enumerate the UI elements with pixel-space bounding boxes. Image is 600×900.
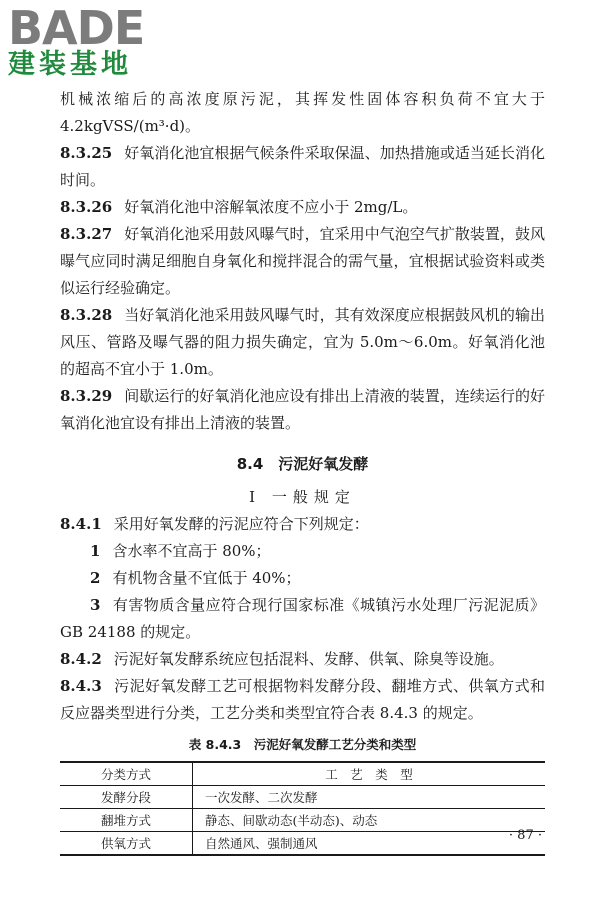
section-title: 8.4 污泥好氧发酵 bbox=[236, 455, 369, 473]
clause-text: 当好氧消化池采用鼓风曝气时，其有效深度应根据鼓风机的输出风压、管路及曝气器的阻力损失确定，宜为 5.0m～6.0m。好氧消化池的超高不宜小于 1.0m。 bbox=[60, 306, 545, 378]
table-row bbox=[60, 786, 545, 809]
paragraph-text: 机械浓缩后的高浓度原污泥，其挥发性固体容积负荷不宜大于4.2kgVSS/(m³·d)。 bbox=[60, 90, 545, 135]
clause-text: 污泥好氧发酵系统应包括混料、发酵、供氧、除臭等设施。 bbox=[113, 650, 504, 668]
clause-8-3-28 bbox=[60, 302, 545, 383]
table-caption: 表 8.4.3 污泥好氧发酵工艺分类和类型 bbox=[188, 737, 417, 752]
clause-number: 8.3.25 bbox=[60, 144, 113, 162]
list-item bbox=[60, 592, 545, 646]
table-cell: 翻堆方式 bbox=[60, 809, 193, 832]
clause-text: 污泥好氧发酵工艺可根据物料发酵分段、翻堆方式、供氧方式和反应器类型进行分类，工艺分类和类型宜符合表 8.4.3 的规定。 bbox=[60, 677, 545, 722]
paragraph-continued bbox=[60, 86, 545, 140]
table-cell: 发酵分段 bbox=[60, 786, 193, 809]
clause-8-3-29 bbox=[60, 383, 545, 437]
list-item bbox=[60, 565, 545, 592]
list-item-text: 有机物含量不宜低于 40%； bbox=[112, 569, 301, 587]
list-item-number: 1 bbox=[90, 542, 101, 560]
table-cell: 供氧方式 bbox=[60, 832, 193, 856]
table-cell: 一次发酵、二次发酵 bbox=[193, 786, 546, 809]
logo-subtitle: 建装基地 bbox=[8, 49, 132, 80]
clause-number: 8.3.29 bbox=[60, 387, 113, 405]
clause-number: 8.3.26 bbox=[60, 198, 113, 216]
clause-number: 8.4.3 bbox=[60, 677, 102, 695]
clause-number: 8.3.27 bbox=[60, 225, 113, 243]
clause-text: 间歇运行的好氧消化池应设有排出上清液的装置，连续运行的好氧消化池宜设有排出上清液的装置。 bbox=[60, 387, 545, 432]
table-cell: 自然通风、强制通风 bbox=[193, 832, 546, 856]
logo-wordmark: BADE bbox=[8, 1, 145, 55]
clause-number: 8.4.1 bbox=[60, 515, 102, 533]
subsection-title: Ⅰ 一般规定 bbox=[249, 488, 356, 506]
clause-8-4-1 bbox=[60, 511, 545, 538]
clause-8-3-26 bbox=[60, 194, 545, 221]
list-item bbox=[60, 538, 545, 565]
clause-8-4-2 bbox=[60, 646, 545, 673]
document-body bbox=[60, 86, 545, 856]
list-item-number: 2 bbox=[90, 569, 101, 587]
clause-8-3-25 bbox=[60, 140, 545, 194]
clause-8-4-3 bbox=[60, 673, 545, 727]
table-header-row bbox=[60, 762, 545, 786]
clause-text: 好氧消化池中溶解氧浓度不应小于 2mg/L。 bbox=[124, 198, 418, 216]
process-classification-table bbox=[60, 761, 545, 856]
clause-text: 采用好氧发酵的污泥应符合下列规定： bbox=[113, 515, 369, 533]
page-number: · 87 · bbox=[508, 828, 542, 843]
table-cell: 静态、间歇动态(半动态)、动态 bbox=[193, 809, 546, 832]
list-item-text: 含水率不宜高于 80%； bbox=[112, 542, 271, 560]
table-row bbox=[60, 809, 545, 832]
table-row bbox=[60, 832, 545, 856]
brand-logo bbox=[8, 1, 178, 84]
clause-8-3-27 bbox=[60, 221, 545, 302]
list-item-number: 3 bbox=[90, 596, 101, 614]
clause-number: 8.4.2 bbox=[60, 650, 102, 668]
clause-text: 好氧消化池宜根据气候条件采取保温、加热措施或适当延长消化时间。 bbox=[60, 144, 545, 189]
table-header-cell: 分类方式 bbox=[60, 762, 193, 786]
list-item-text: 有害物质含量应符合现行国家标准《城镇污水处理厂污泥泥质》GB 24188 的规定。 bbox=[60, 596, 545, 641]
table-header-cell: 工 艺 类 型 bbox=[193, 762, 546, 786]
clause-number: 8.3.28 bbox=[60, 306, 113, 324]
clause-text: 好氧消化池采用鼓风曝气时，宜采用中气泡空气扩散装置，鼓风曝气应同时满足细胞自身氧化和搅拌混合的需气量，宜根据试验资料或类似运行经验确定。 bbox=[60, 225, 545, 297]
